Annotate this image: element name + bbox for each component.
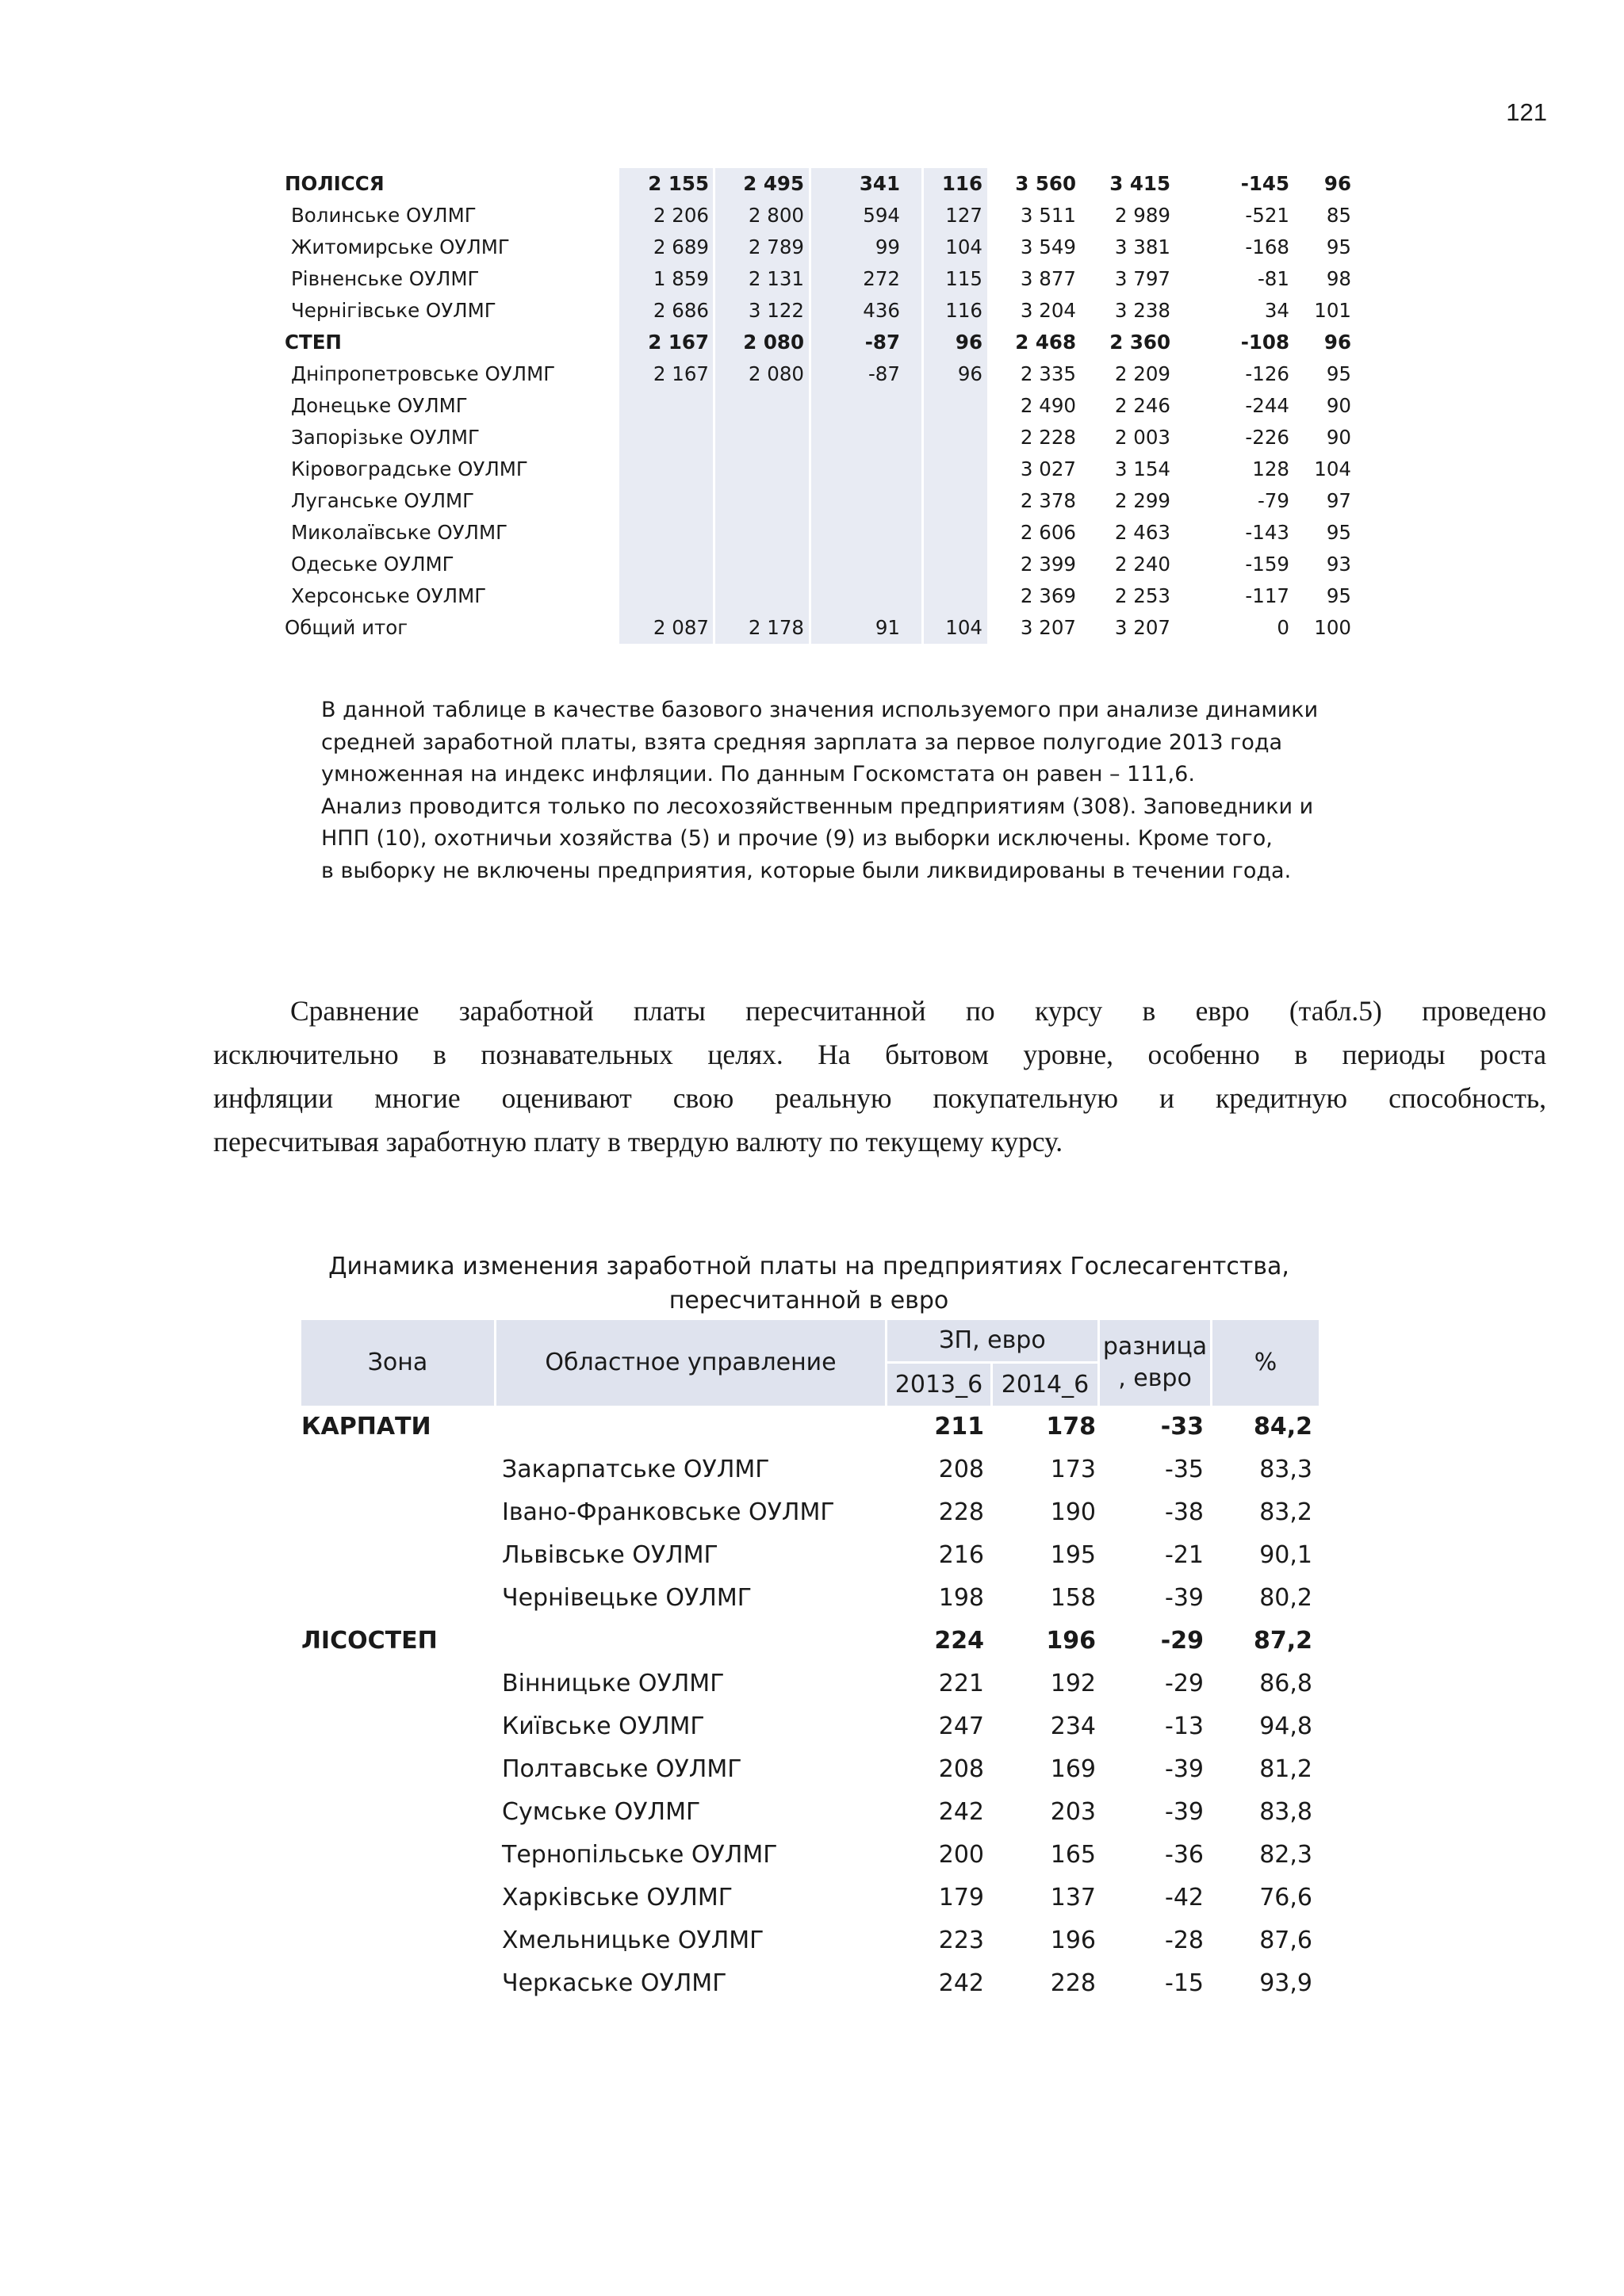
value-cell: 97 (1326, 489, 1351, 512)
value-cell (714, 422, 804, 453)
value-cell (714, 485, 804, 517)
pct-cell: 87,2 (1253, 1627, 1312, 1655)
v2013-cell: 242 (938, 1969, 984, 1997)
table-row (285, 200, 1379, 232)
region-name: Одеське ОУЛМГ (291, 553, 454, 576)
value-cell: 2 299 (1114, 489, 1170, 512)
region-cell: Черкаське ОУЛМГ (502, 1969, 727, 1997)
region-cell: Полтавське ОУЛМГ (502, 1755, 742, 1783)
value-cell: 0 (1277, 616, 1289, 639)
paragraph-line: исключительно в познавательных целях. На бытовом уровне, особенно в периоды роста (213, 1039, 1546, 1070)
note-line: в выборку не включены предприятия, которые были ликвидированы в течении года. (321, 858, 1292, 883)
region-cell: Вінницьке ОУЛМГ (502, 1670, 725, 1697)
value-cell: 128 (1252, 457, 1289, 480)
value-cell (619, 390, 709, 422)
v2013-cell: 179 (938, 1884, 984, 1911)
value-cell (905, 549, 982, 580)
note-line: средней заработной платы, взята средняя зарплата за первое полугодие 2013 года (321, 729, 1283, 755)
table-row (301, 1834, 1319, 1877)
diff-cell: -38 (1165, 1498, 1204, 1526)
table-row (285, 168, 1379, 200)
value-cell: 2 686 (653, 299, 709, 322)
value-cell: -79 (1257, 489, 1289, 512)
value-cell: 2 240 (1114, 553, 1170, 576)
value-cell: 3 877 (1020, 267, 1076, 290)
value-cell: 2 378 (1020, 489, 1076, 512)
region-cell: Закарпатське ОУЛМГ (502, 1456, 770, 1483)
v2013-cell: 200 (938, 1841, 984, 1869)
value-cell: -521 (1245, 204, 1289, 227)
value-cell: -117 (1245, 584, 1289, 607)
v2013-cell: 208 (938, 1755, 984, 1783)
diff-cell: -39 (1165, 1755, 1204, 1783)
diff-cell: -36 (1165, 1841, 1204, 1869)
value-cell: 2 131 (748, 267, 804, 290)
value-cell: 100 (1314, 616, 1351, 639)
header-2014: 2014_6 (993, 1364, 1097, 1406)
header-2013: 2013_6 (887, 1364, 990, 1406)
header-salary-eur: ЗП, евро (887, 1320, 1097, 1361)
value-cell: 104 (945, 616, 982, 639)
value-cell: -143 (1245, 521, 1289, 544)
value-cell: 2 399 (1020, 553, 1076, 576)
value-cell (714, 517, 804, 549)
value-cell (619, 485, 709, 517)
region-name: Житомирське ОУЛМГ (291, 235, 510, 258)
table-row (285, 612, 1379, 644)
region-cell: Харківське ОУЛМГ (502, 1884, 733, 1911)
region-name: Рівненське ОУЛМГ (291, 267, 480, 290)
value-cell (905, 453, 982, 485)
value-cell: -108 (1240, 331, 1289, 354)
region-name: Дніпропетровське ОУЛМГ (291, 362, 556, 385)
table-row (285, 580, 1379, 612)
value-cell (905, 390, 982, 422)
region-name: ПОЛІССЯ (285, 172, 385, 195)
v2013-cell: 224 (934, 1627, 984, 1655)
value-cell (809, 422, 900, 453)
value-cell (905, 485, 982, 517)
value-cell: 95 (1326, 521, 1351, 544)
table-row (285, 327, 1379, 358)
diff-cell: -28 (1165, 1927, 1204, 1954)
note-line: умноженная на индекс инфляции. По данным Госкомстата он равен – 111,6. (321, 762, 1195, 786)
value-cell: 2 606 (1020, 521, 1076, 544)
value-cell: 95 (1326, 362, 1351, 385)
value-cell: -81 (1257, 267, 1289, 290)
paragraph-line: Сравнение заработной платы пересчитанной по курсу в евро (табл.5) проведено (290, 995, 1546, 1027)
table-row (285, 232, 1379, 263)
table-row (285, 485, 1379, 517)
table-row (301, 1663, 1319, 1705)
v2013-cell: 242 (938, 1798, 984, 1826)
value-cell: 2 209 (1114, 362, 1170, 385)
value-cell: 2 335 (1020, 362, 1076, 385)
region-name: Херсонське ОУЛМГ (291, 584, 487, 607)
value-cell: 2 087 (653, 616, 709, 639)
value-cell (714, 390, 804, 422)
header-percent: % (1212, 1320, 1319, 1406)
v2013-cell: 228 (938, 1498, 984, 1526)
value-cell: 116 (941, 172, 982, 195)
value-cell: 3 238 (1114, 299, 1170, 322)
pct-cell: 86,8 (1259, 1670, 1312, 1697)
value-cell (619, 580, 709, 612)
value-cell: 2 463 (1114, 521, 1170, 544)
header-difference-line-2: , евро (1118, 1364, 1192, 1392)
pct-cell: 83,2 (1259, 1498, 1312, 1526)
value-cell (905, 517, 982, 549)
value-cell: 2 468 (1015, 331, 1076, 354)
value-cell: 96 (1323, 331, 1351, 354)
table-row (301, 1577, 1319, 1620)
value-cell: 2 178 (748, 616, 804, 639)
diff-cell: -29 (1165, 1670, 1204, 1697)
value-cell: 127 (945, 204, 982, 227)
zone-cell: ЛІСОСТЕП (301, 1627, 438, 1655)
region-cell: Хмельницьке ОУЛМГ (502, 1927, 764, 1954)
v2014-cell: 234 (1050, 1712, 1096, 1740)
value-cell: 1 859 (653, 267, 709, 290)
pct-cell: 94,8 (1259, 1712, 1312, 1740)
v2014-cell: 192 (1050, 1670, 1096, 1697)
table-row (285, 263, 1379, 295)
value-cell: -126 (1245, 362, 1289, 385)
value-cell: 93 (1326, 553, 1351, 576)
diff-cell: -15 (1165, 1969, 1204, 1997)
table-row (301, 1406, 1319, 1448)
table-row (301, 1491, 1319, 1534)
table-row (285, 422, 1379, 453)
value-cell (619, 549, 709, 580)
v2014-cell: 169 (1050, 1755, 1096, 1783)
value-cell: 3 415 (1109, 172, 1170, 195)
table-row (285, 549, 1379, 580)
region-cell: Львівське ОУЛМГ (502, 1541, 718, 1569)
diff-cell: -33 (1160, 1413, 1204, 1441)
v2014-cell: 195 (1050, 1541, 1096, 1569)
value-cell: 115 (945, 267, 982, 290)
table-title-line-1: Динамика изменения заработной платы на предприятиях Гослесагентства, (328, 1253, 1289, 1280)
value-cell: 2 003 (1114, 426, 1170, 449)
value-cell: 594 (863, 204, 900, 227)
value-cell: -168 (1245, 235, 1289, 258)
header-region: Областное управление (496, 1320, 885, 1406)
value-cell: 96 (957, 362, 982, 385)
value-cell: 2 369 (1020, 584, 1076, 607)
header-zone: Зона (301, 1320, 494, 1406)
value-cell: 2 253 (1114, 584, 1170, 607)
page-number: 121 (1506, 98, 1547, 126)
value-cell (619, 453, 709, 485)
v2013-cell: 221 (938, 1670, 984, 1697)
table-row (301, 1919, 1319, 1962)
pct-cell: 83,8 (1259, 1798, 1312, 1826)
table-row (301, 1534, 1319, 1577)
value-cell: 436 (863, 299, 900, 322)
value-cell: 116 (945, 299, 982, 322)
region-name: СТЕП (285, 331, 342, 354)
value-cell: 101 (1314, 299, 1351, 322)
region-name: Миколаївське ОУЛМГ (291, 521, 508, 544)
table-note (321, 695, 1384, 887)
diff-cell: -39 (1165, 1584, 1204, 1612)
region-name: Луганське ОУЛМГ (291, 489, 475, 512)
pct-cell: 81,2 (1259, 1755, 1312, 1783)
value-cell (714, 580, 804, 612)
pct-cell: 90,1 (1259, 1541, 1312, 1569)
diff-cell: -35 (1165, 1456, 1204, 1483)
paragraph-line: инфляции многие оценивают свою реальную покупательную и кредитную способность, (213, 1082, 1546, 1114)
region-cell: Тернопільське ОУЛМГ (502, 1841, 778, 1869)
v2013-cell: 208 (938, 1456, 984, 1483)
region-name: Кіровоградське ОУЛМГ (291, 457, 528, 480)
header-difference (1100, 1320, 1210, 1406)
value-cell: -226 (1245, 426, 1289, 449)
region-name: Волинське ОУЛМГ (291, 204, 477, 227)
v2014-cell: 158 (1050, 1584, 1096, 1612)
value-cell: 3 511 (1020, 204, 1076, 227)
diff-cell: -21 (1165, 1541, 1204, 1569)
region-cell: Сумське ОУЛМГ (502, 1798, 701, 1826)
value-cell: 2 167 (648, 331, 709, 354)
value-cell: 90 (1326, 426, 1351, 449)
region-cell: Івано-Франковське ОУЛМГ (502, 1498, 835, 1526)
v2014-cell: 196 (1050, 1927, 1096, 1954)
value-cell: 104 (1314, 457, 1351, 480)
value-cell: 2 155 (648, 172, 709, 195)
region-name: Чернігівське ОУЛМГ (291, 299, 496, 322)
value-cell (714, 549, 804, 580)
v2013-cell: 211 (934, 1413, 984, 1441)
value-cell: 3 027 (1020, 457, 1076, 480)
pct-cell: 87,6 (1259, 1927, 1312, 1954)
value-cell: 91 (875, 616, 900, 639)
table-row (301, 1962, 1319, 2005)
table-row (285, 390, 1379, 422)
zone-cell: КАРПАТИ (301, 1413, 431, 1441)
value-cell: 2 789 (748, 235, 804, 258)
table-row (285, 358, 1379, 390)
v2014-cell: 173 (1050, 1456, 1096, 1483)
value-cell (809, 549, 900, 580)
note-line: В данной таблице в качестве базового значения используемого при анализе динамики (321, 698, 1319, 722)
value-cell: 3 207 (1114, 616, 1170, 639)
pct-cell: 82,3 (1259, 1841, 1312, 1869)
table-row (285, 453, 1379, 485)
region-name: Донецьке ОУЛМГ (291, 394, 468, 417)
value-cell: -87 (864, 331, 900, 354)
v2014-cell: 203 (1050, 1798, 1096, 1826)
v2013-cell: 216 (938, 1541, 984, 1569)
pct-cell: 76,6 (1259, 1884, 1312, 1911)
value-cell: 96 (1323, 172, 1351, 195)
value-cell (619, 517, 709, 549)
value-cell (905, 580, 982, 612)
region-name: Общий итог (285, 616, 408, 639)
value-cell: 2 080 (748, 362, 804, 385)
euro-salary-table (301, 1320, 1319, 2005)
body-paragraph (213, 989, 1546, 1164)
value-cell: 2 360 (1109, 331, 1170, 354)
value-cell: 2 206 (653, 204, 709, 227)
value-cell (905, 422, 982, 453)
pct-cell: 83,3 (1259, 1456, 1312, 1483)
value-cell: -159 (1245, 553, 1289, 576)
value-cell: 90 (1326, 394, 1351, 417)
value-cell: 2 800 (748, 204, 804, 227)
v2014-cell: 165 (1050, 1841, 1096, 1869)
value-cell: 3 560 (1015, 172, 1076, 195)
v2014-cell: 178 (1046, 1413, 1096, 1441)
table-header (301, 1320, 1319, 1406)
value-cell: 95 (1326, 235, 1351, 258)
diff-cell: -13 (1165, 1712, 1204, 1740)
diff-cell: -39 (1165, 1798, 1204, 1826)
value-cell (619, 422, 709, 453)
table-title-line-2: пересчитанной в евро (668, 1287, 949, 1314)
region-name: Запорізьке ОУЛМГ (291, 426, 480, 449)
value-cell: 3 381 (1114, 235, 1170, 258)
diff-cell: -29 (1160, 1627, 1204, 1655)
pct-cell: 84,2 (1253, 1413, 1312, 1441)
table-row (301, 1448, 1319, 1491)
value-cell (809, 517, 900, 549)
header-difference-line-1: разница (1102, 1333, 1208, 1360)
v2014-cell: 196 (1046, 1627, 1096, 1655)
v2014-cell: 137 (1050, 1884, 1096, 1911)
table-row (285, 517, 1379, 549)
table-row (285, 295, 1379, 327)
note-line: НПП (10), охотничьи хозяйства (5) и прочие (9) из выборки исключены. Кроме того, (321, 826, 1273, 851)
value-cell: 2 080 (743, 331, 804, 354)
value-cell: 2 228 (1020, 426, 1076, 449)
v2013-cell: 198 (938, 1584, 984, 1612)
table-row (301, 1620, 1319, 1663)
value-cell: 2 495 (743, 172, 804, 195)
value-cell: -87 (868, 362, 900, 385)
salary-table-continuation (285, 168, 1379, 644)
region-cell: Київське ОУЛМГ (502, 1712, 705, 1740)
table-title (301, 1249, 1316, 1318)
value-cell: 99 (875, 235, 900, 258)
value-cell: -145 (1240, 172, 1289, 195)
value-cell: 272 (863, 267, 900, 290)
value-cell (809, 485, 900, 517)
value-cell: 2 246 (1114, 394, 1170, 417)
value-cell: 3 549 (1020, 235, 1076, 258)
table-row (301, 1705, 1319, 1748)
value-cell (714, 453, 804, 485)
v2013-cell: 247 (938, 1712, 984, 1740)
table-row (301, 1748, 1319, 1791)
value-cell: 2 167 (653, 362, 709, 385)
pct-cell: 80,2 (1259, 1584, 1312, 1612)
table-row (301, 1791, 1319, 1834)
value-cell: 3 122 (748, 299, 804, 322)
region-cell: Чернівецьке ОУЛМГ (502, 1584, 752, 1612)
table-body (301, 1406, 1319, 2005)
value-cell: 2 689 (653, 235, 709, 258)
value-cell: 34 (1264, 299, 1289, 322)
note-line: Анализ проводится только по лесохозяйственным предприятиям (308). Заповедники и (321, 794, 1314, 819)
value-cell: 2 989 (1114, 204, 1170, 227)
value-cell: 98 (1326, 267, 1351, 290)
value-cell: 95 (1326, 584, 1351, 607)
value-cell: 96 (955, 331, 982, 354)
value-cell (809, 580, 900, 612)
value-cell (809, 453, 900, 485)
v2013-cell: 223 (938, 1927, 984, 1954)
value-cell: 104 (945, 235, 982, 258)
value-cell: 3 207 (1020, 616, 1076, 639)
value-cell: -244 (1245, 394, 1289, 417)
value-cell: 3 154 (1114, 457, 1170, 480)
value-cell (809, 390, 900, 422)
v2014-cell: 228 (1050, 1969, 1096, 1997)
value-cell: 2 490 (1020, 394, 1076, 417)
diff-cell: -42 (1165, 1884, 1204, 1911)
table-row (301, 1877, 1319, 1919)
value-cell: 85 (1326, 204, 1351, 227)
paragraph-line: пересчитывая заработную плату в твердую валюту по текущему курсу. (213, 1126, 1063, 1158)
value-cell: 3 797 (1114, 267, 1170, 290)
value-cell: 3 204 (1020, 299, 1076, 322)
pct-cell: 93,9 (1259, 1969, 1312, 1997)
v2014-cell: 190 (1050, 1498, 1096, 1526)
value-cell: 341 (859, 172, 900, 195)
